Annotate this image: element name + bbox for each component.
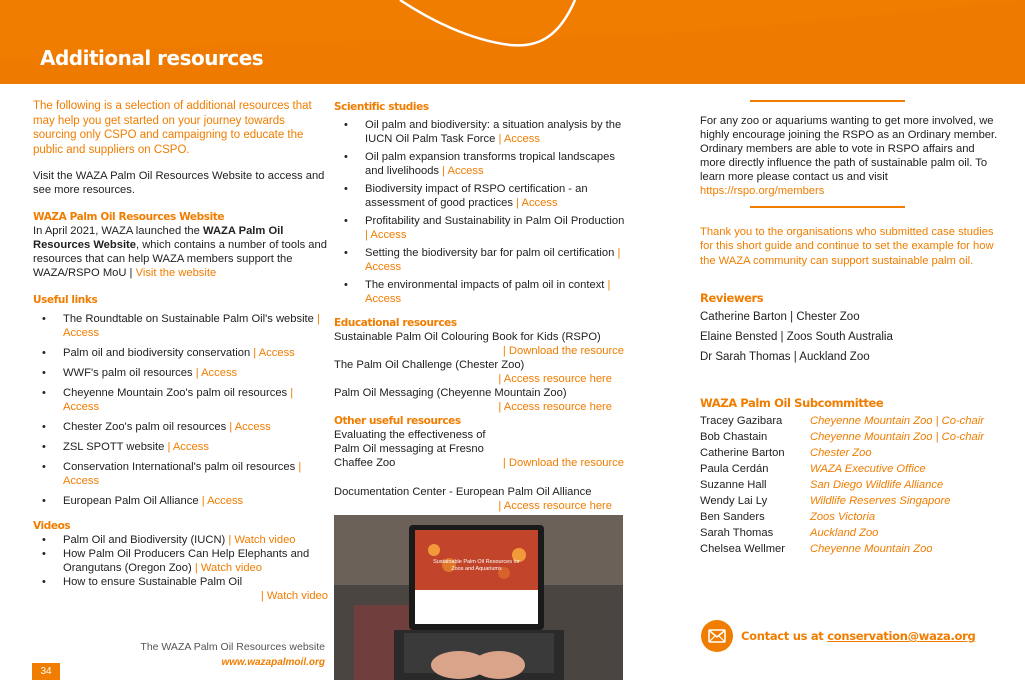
visit-text: Visit the WAZA Palm Oil Resources Website to access and see more resources. [33,170,325,196]
member-org: Zoos Victoria [810,510,876,523]
subcommittee-heading: WAZA Palm Oil Subcommittee [700,395,884,410]
access-resource-link[interactable]: | Access resource here [498,373,612,385]
right-column [700,100,1000,557]
resources-heading: WAZA Palm Oil Resources Website [33,211,225,223]
access-link[interactable]: | Access [63,387,294,413]
link-label: Conservation International's palm oil resources [63,461,296,473]
list-item [334,278,630,306]
table-row [700,413,1000,429]
access-link[interactable]: | Access [201,495,244,507]
watch-video-link[interactable]: | Watch video [260,590,328,602]
resource-label: Documentation Center - European Palm Oil Alliance [334,486,592,498]
resources-text-2: , which contains a number of tools and resources that can help WAZA members support the WAZA/RSPO MoU | [33,239,327,279]
access-link[interactable]: | Access [63,313,320,339]
middle-column [334,101,630,513]
reviewer-item: Catherine Barton | Chester Zoo [700,310,860,323]
member-text: For any zoo or aquariums wanting to get more involved, we highly encourage joining the RSPO as an Ordinary member. Ordinary members are able to vote in RSPO affairs and more directly influence the path of sustainable palm oil. To learn more please contact us and visit [700,115,998,183]
access-link[interactable]: | Access [229,421,271,433]
member-org: Cheyenne Mountain Zoo [810,542,933,555]
other-item [334,428,630,470]
visit-website-link[interactable]: Visit the website [135,267,217,279]
table-row [700,541,1000,557]
study-label: Oil palm expansion transforms tropical landscapes and livelihoods [365,151,615,177]
access-link[interactable]: | Access [365,229,407,241]
envelope-icon[interactable] [701,620,733,652]
top-divider [750,100,905,102]
member-name: Ben Sanders [700,510,765,523]
table-row [700,445,1000,461]
watch-video-link[interactable]: | Watch video [194,562,263,574]
link-label: WWF's palm oil resources [63,367,193,379]
other-item [334,485,630,513]
watch-video-link[interactable]: | Watch video [228,534,296,546]
intro-text: The following is a selection of additional resources that may help you get started on your journey towards sourcing only CSPO and campaigning to educate the public and suppliers on CSPO. [33,100,312,156]
list-item [334,182,630,210]
link-label: The Roundtable on Sustainable Palm Oil's website [63,313,314,325]
list-item [33,494,328,508]
videos-heading: Videos [33,520,71,532]
member-name: Suzanne Hall [700,478,767,491]
contact-email-link[interactable]: conservation@waza.org [827,629,976,643]
member-org: Auckland Zoo [810,526,879,539]
table-row [700,509,1000,525]
header-decoration [0,0,1025,84]
list-item [33,460,328,488]
study-label: Oil palm and biodiversity: a situation analysis by the IUCN Oil Palm Task Force [365,119,622,145]
member-org: WAZA Executive Office [810,462,926,475]
member-org: Wildlife Reserves Singapore [810,494,951,507]
list-item [33,440,328,454]
educational-item [334,330,630,358]
table-row [700,461,1000,477]
resources-paragraph [33,224,328,280]
study-label: Biodiversity impact of RSPO certification - an assessment of good practices [365,183,588,209]
member-name: Paula Cerdán [700,462,769,475]
access-link[interactable]: | Access [63,461,302,487]
study-label: Setting the biodiversity bar for palm oil certification [365,247,615,259]
resource-label: Sustainable Palm Oil Colouring Book for Kids (RSPO) [334,331,601,343]
reviewer-item: Dr Sarah Thomas | Auckland Zoo [700,350,870,363]
page-header [0,0,1025,84]
table-row [700,525,1000,541]
contact-text [741,629,975,643]
member-name: Tracey Gazibara [700,414,783,427]
table-row [700,493,1000,509]
access-link[interactable]: | Access [498,133,540,145]
thanks-text: Thank you to the organisations who submitted case studies for this short guide and continue to set the example for how the WAZA community can support sustainable palm oil. [700,226,994,267]
access-resource-link[interactable]: | Access resource here [498,500,612,512]
member-name: Wendy Lai Ly [700,494,768,507]
member-name: Chelsea Wellmer [700,542,785,555]
resources-text-1: In April 2021, WAZA launched the [33,225,203,237]
reviewer-item: Elaine Bensted | Zoos South Australia [700,330,893,343]
access-link[interactable]: | Access [516,197,558,209]
educational-item [334,386,630,414]
rspo-members-link[interactable]: https://rspo.org/members [700,185,825,197]
download-link[interactable]: | Download the resource [502,457,624,469]
table-row [700,429,1000,445]
resource-label: Palm Oil Messaging (Cheyenne Mountain Zoo) [334,387,567,399]
access-link[interactable]: | Access [365,247,621,273]
access-link[interactable]: | Access [365,279,611,305]
list-item [334,246,630,274]
member-org: San Diego Wildlife Alliance [810,478,944,491]
download-link-wrap [494,428,630,470]
laptop-illustration [334,515,623,680]
video-label: Palm Oil and Biodiversity (IUCN) [63,534,226,546]
table-row [700,477,1000,493]
link-label: Palm oil and biodiversity conservation [63,347,251,359]
scientific-list [334,118,630,306]
study-label: Profitability and Sustainability in Palm Oil Production [365,215,625,227]
contact-block [701,620,975,652]
list-item [33,346,328,360]
member-org: Chester Zoo [810,446,872,459]
list-item [33,533,328,547]
member-paragraph [700,114,1000,198]
list-item [33,420,328,434]
educational-item [334,358,630,386]
resources-bold: WAZA Palm Oil Resources Website [33,225,284,251]
envelope-icon-svg [708,629,726,643]
page-title: Additional resources [40,46,264,70]
laptop-photo [334,515,623,680]
list-item [33,575,328,603]
reviewers-heading: Reviewers [700,290,764,305]
access-link[interactable]: | Access [253,347,295,359]
useful-links-list [33,312,328,508]
resource-label: The Palm Oil Challenge (Chester Zoo) [334,359,525,371]
link-label: Cheyenne Mountain Zoo's palm oil resources [63,387,288,399]
list-item [334,118,630,146]
subcommittee-list [700,413,1000,557]
link-label: European Palm Oil Alliance [63,495,199,507]
member-name: Catherine Barton [700,446,785,459]
video-label: How to ensure Sustainable Palm Oil [63,576,243,588]
resource-label: Evaluating the effectiveness of Palm Oil messaging at Fresno Chaffee Zoo [334,429,486,469]
study-label: The environmental impacts of palm oil in context [365,279,605,291]
access-link[interactable]: | Access [167,441,209,453]
screen-title: Sustainable Palm Oil Resources for Zoos and Aquariums [433,559,520,572]
footer [120,640,325,670]
member-org: Cheyenne Mountain Zoo | Co-chair [810,430,984,443]
list-item [33,312,328,340]
link-label: ZSL SPOTT website [63,441,165,453]
contact-label: Contact us at [741,629,828,643]
videos-list [33,533,328,603]
page-number: 34 [32,663,60,680]
access-link[interactable]: | Access [195,367,238,379]
member-name: Bob Chastain [700,430,768,443]
footer-caption: The WAZA Palm Oil Resources website [140,641,325,653]
useful-links-heading: Useful links [33,294,98,306]
member-name: Sarah Thomas [700,526,774,539]
list-item [33,386,328,414]
left-column [33,99,328,603]
footer-url-link[interactable]: www.wazapalmoil.org [221,657,325,668]
link-label: Chester Zoo's palm oil resources [63,421,227,433]
educational-heading: Educational resources [334,317,457,329]
list-item [33,547,328,575]
video-label: How Palm Oil Producers Can Help Elephants and Orangutans (Oregon Zoo) [63,548,310,574]
access-resource-link[interactable]: | Access resource here [498,401,612,413]
scientific-heading: Scientific studies [334,101,429,113]
bottom-divider [750,206,905,208]
member-org: Cheyenne Mountain Zoo | Co-chair [810,414,984,427]
other-heading: Other useful resources [334,415,461,427]
list-item [334,150,630,178]
download-link[interactable]: | Download the resource [502,345,624,357]
access-link[interactable]: | Access [442,165,484,177]
list-item [334,214,630,242]
list-item [33,366,328,380]
